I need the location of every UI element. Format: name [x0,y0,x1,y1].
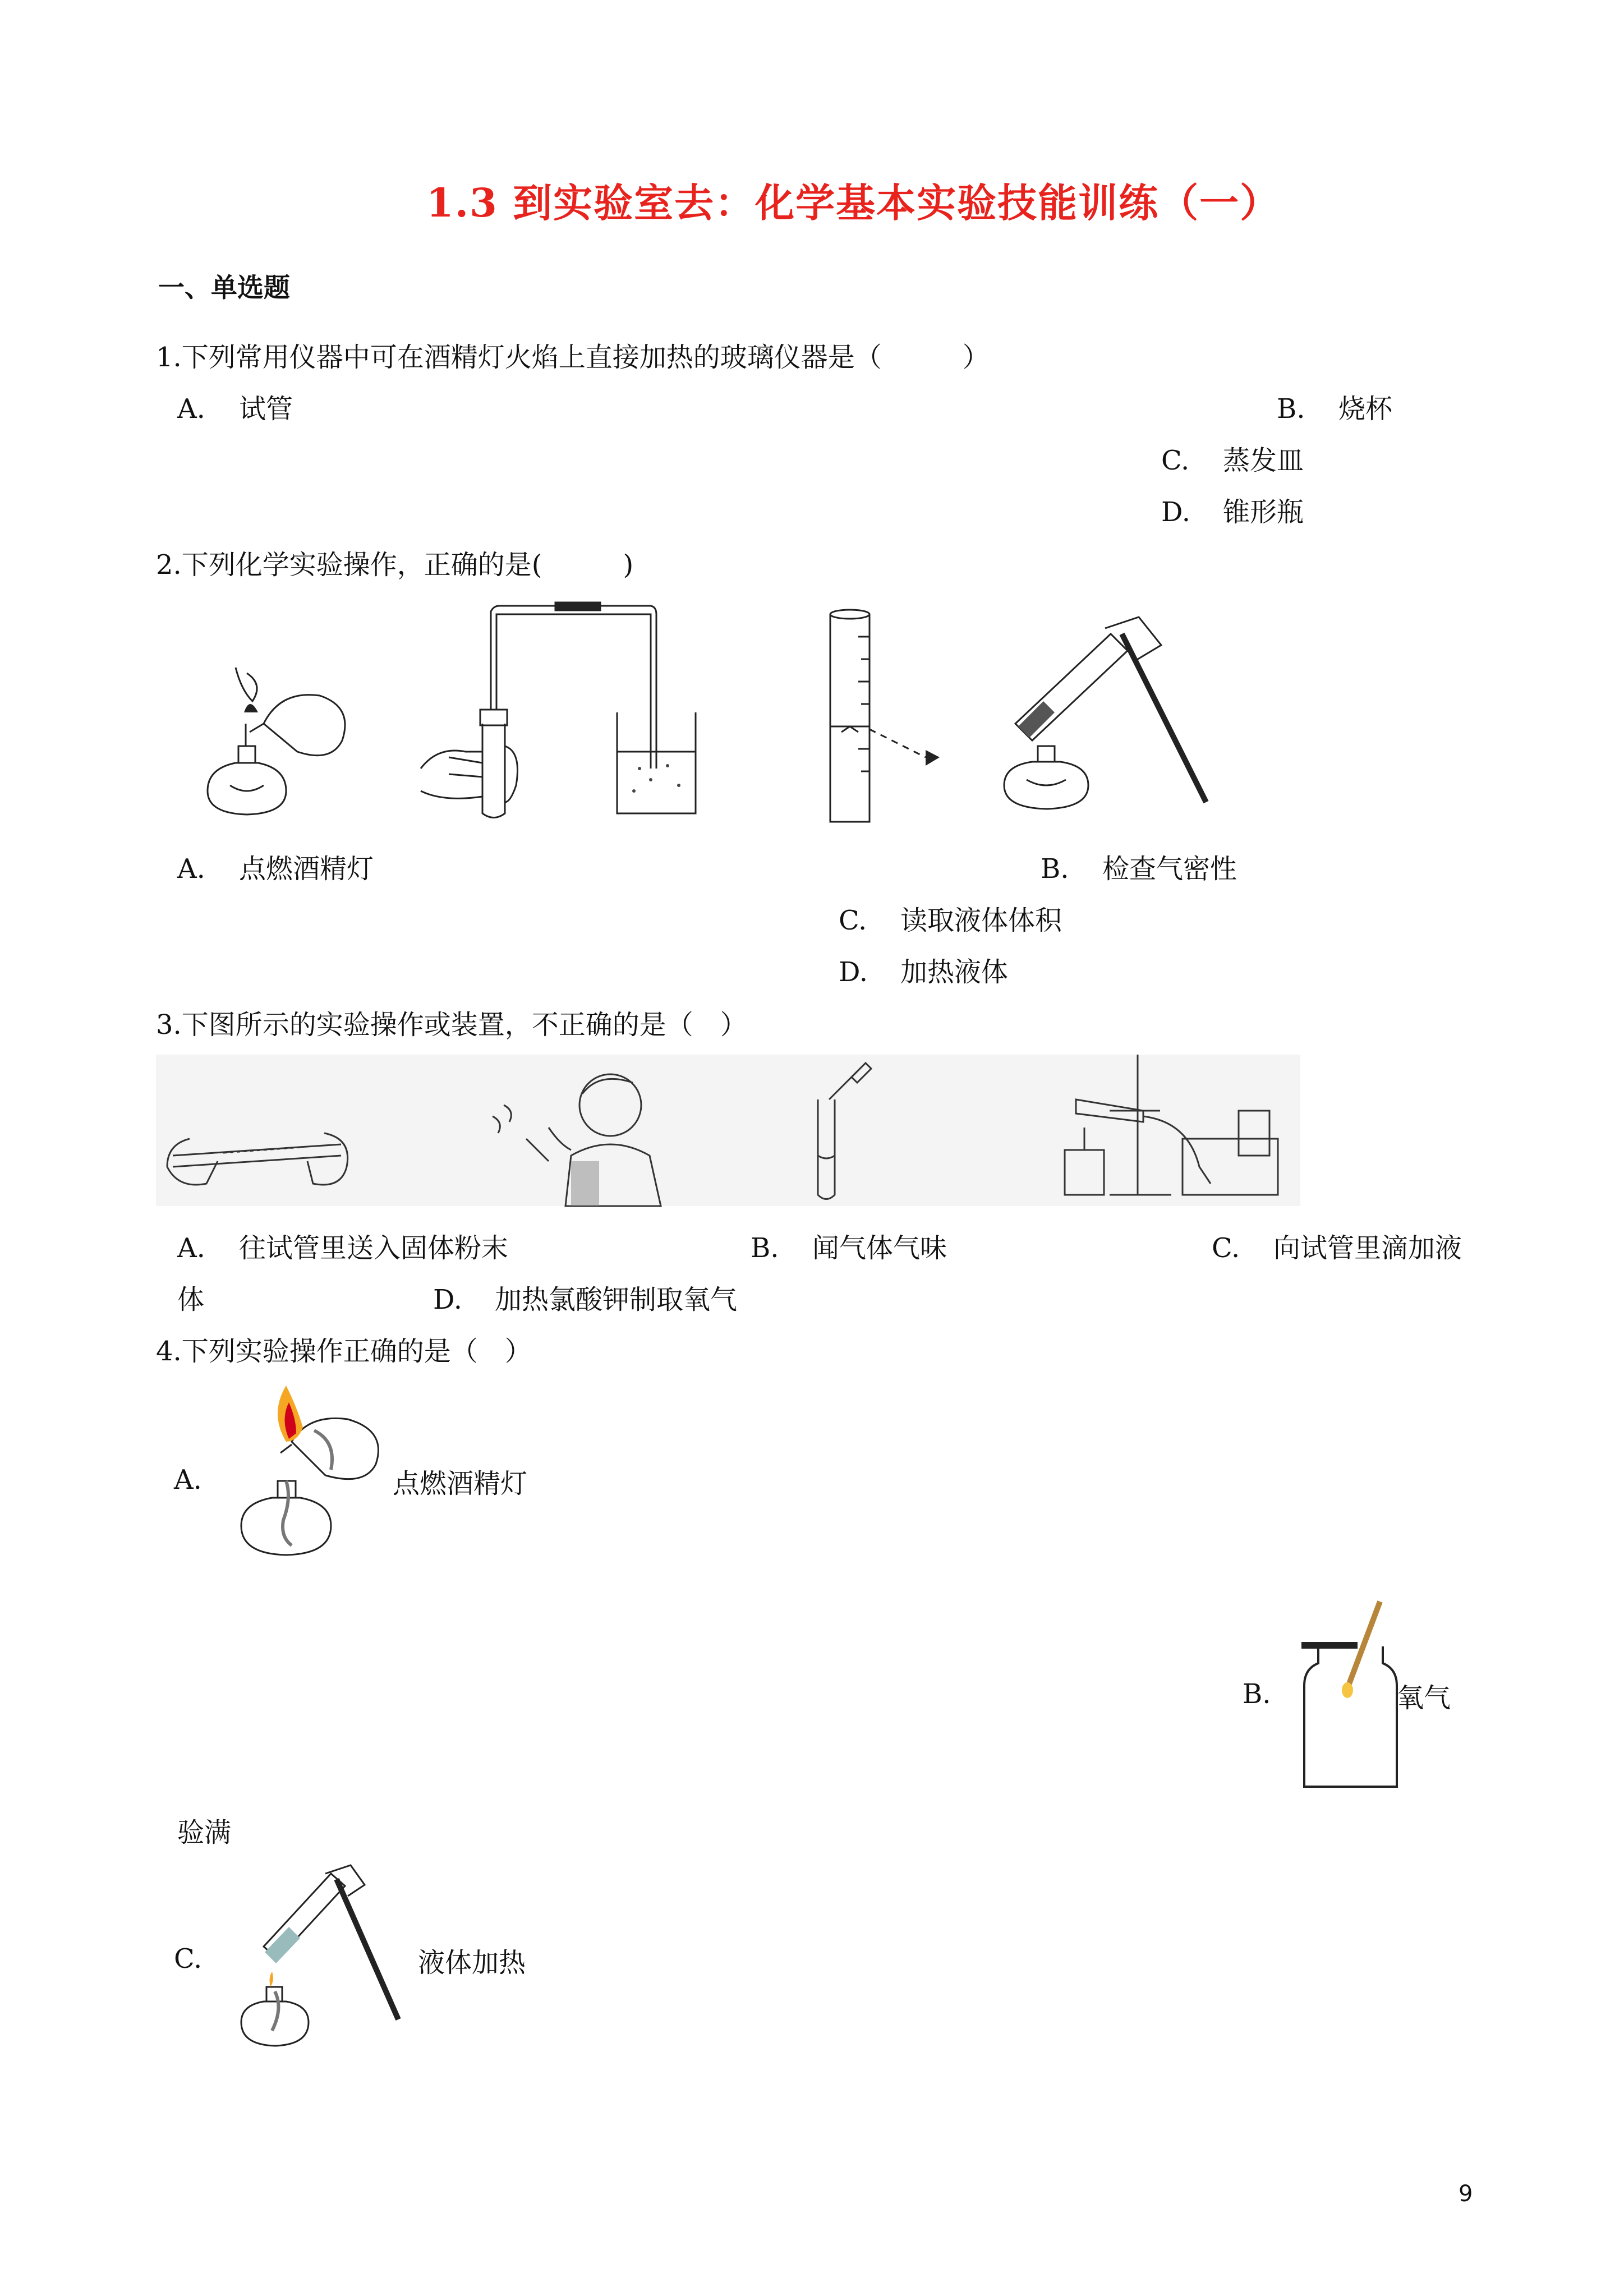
q4-figure-b-oxygen-test [1301,1602,1408,1792]
question-2-stem: 2.下列化学实验操作，正确的是( ) [156,549,634,581]
option-letter: C. [1161,445,1190,476]
option-text: 烧杯 [1338,393,1393,425]
option-letter: A. [177,853,205,885]
question-3-stem: 3.下图所示的实验操作或装置，不正确的是（ ） [156,1009,747,1041]
q1-option-a[interactable] [177,387,293,426]
option-letter: C. [1212,1232,1240,1264]
option-text: 向试管里滴加液 [1273,1232,1462,1264]
option-text: 试管 [239,393,293,425]
option-letter: D. [1161,496,1191,528]
q4-option-b-letter[interactable]: B. [1243,1678,1271,1710]
q4-figure-a-lighting-lamp [230,1386,398,1565]
option-text: 闻气体气味 [812,1232,947,1264]
q2-figure-d-heating-liquid [993,611,1229,825]
q2-figure-a-lighting-lamp [196,656,365,825]
option-letter: A. [177,1232,205,1264]
q2-figure-b-airtightness [415,600,729,825]
q2-option-a[interactable] [177,847,374,886]
option-text: 加热液体 [900,956,1009,988]
option-letter: A. [177,393,205,425]
q3-option-c[interactable] [1212,1226,1462,1265]
section-heading: 一、单选题 [158,273,290,303]
option-text: 锥形瓶 [1223,496,1304,528]
page-number: 9 [1459,2181,1473,2207]
option-letter: B. [751,1232,779,1264]
option-letter: B. [1277,393,1305,425]
question-1-stem: 1.下列常用仪器中可在酒精灯火焰上直接加热的玻璃仪器是（ ） [156,342,990,373]
question-4-stem: 4.下列实验操作正确的是（ ） [156,1336,532,1367]
q3-option-b[interactable] [751,1226,947,1265]
option-letter: D. [433,1284,463,1315]
q2-figure-c-reading-volume [825,603,948,827]
option-letter: C. [839,905,867,936]
option-text: 加热氯酸钾制取氧气 [495,1284,738,1315]
q4-option-c-text: 液体加热 [418,1947,526,1978]
q3-option-d[interactable] [433,1278,737,1317]
q1-option-c[interactable] [1161,439,1304,477]
option-letter: D. [839,956,868,988]
option-text: 读取液体体积 [900,905,1062,936]
q4-option-b-text-continued: 验满 [177,1817,232,1848]
q1-option-d[interactable] [1161,490,1304,529]
option-text: 往试管里送入固体粉末 [239,1232,509,1264]
q4-option-a-letter[interactable]: A. [174,1464,202,1496]
q2-option-d[interactable] [839,950,1008,989]
q2-option-c[interactable] [839,899,1062,937]
q3-option-c-continued: 体 [177,1284,205,1315]
option-text: 蒸发皿 [1223,445,1304,476]
option-letter: B. [1041,853,1069,885]
q2-option-b[interactable] [1041,847,1237,886]
q4-figure-c-heating-liquid [230,1862,410,2053]
option-text: 点燃酒精灯 [239,853,374,885]
q4-option-b-text: 氧气 [1397,1682,1451,1714]
q3-option-a[interactable] [177,1226,508,1265]
page-title: 1.3 到实验室去：化学基本实验技能训练（一） [426,180,1281,226]
q4-option-a-text: 点燃酒精灯 [393,1468,528,1499]
option-text: 检查气密性 [1102,853,1237,885]
q1-option-b[interactable] [1277,387,1392,426]
q3-figure-strip [156,1055,1300,1206]
q4-option-c-letter[interactable]: C. [174,1943,203,1975]
